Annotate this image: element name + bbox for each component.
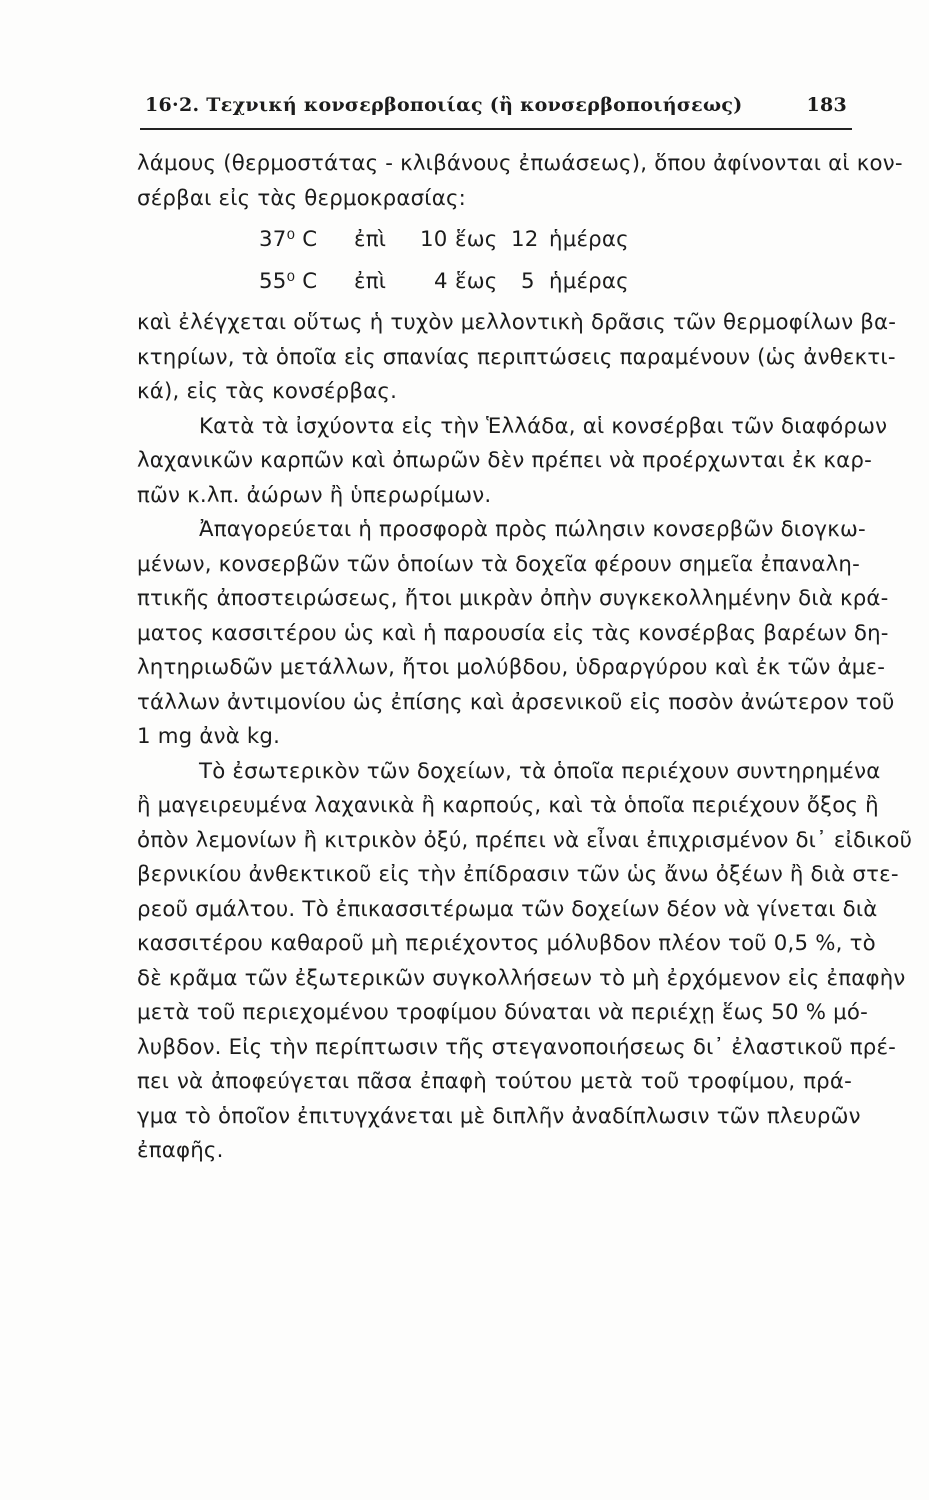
temperature-row bbox=[137, 220, 852, 260]
body-text bbox=[137, 147, 913, 1169]
header-rule bbox=[140, 128, 852, 130]
text-line: τάλλων ἀντιμονίου ὡς ἐπίσης καὶ ἀρσενικοῦ εἰς ποσὸν ἀνώτερον τοῦ bbox=[137, 689, 895, 715]
text-line: κά), εἰς τὰς κονσέρβας. bbox=[137, 379, 398, 404]
text-line: πτικῆς ἀποστειρώσεως, ἤτοι μικρὰν ὀπὴν συγκεκολλημένην διὰ κρά- bbox=[137, 586, 889, 611]
days-until-word: ἕως bbox=[455, 227, 498, 252]
text-line: ρεοῦ σμάλτου. Τὸ ἐπικασσιτέρωμα τῶν δοχείων δέον νὰ γίνεται διὰ bbox=[137, 896, 878, 922]
temperature-value: 37⁰ C bbox=[259, 227, 318, 252]
days-unit: ἡμέρας bbox=[549, 269, 629, 294]
text-line: λυβδον. Εἰς τὴν περίπτωσιν τῆς στεγανοποιήσεως δι᾽ ἐλαστικοῦ πρέ- bbox=[137, 1034, 897, 1060]
text-line: Κατὰ τὰ ἰσχύοντα εἰς τὴν Ἑλλάδα, αἱ κονσέρβαι τῶν διαφόρων bbox=[199, 413, 888, 439]
temperature-value: 55⁰ C bbox=[259, 269, 318, 294]
text-line: λητηριωδῶν μετάλλων, ἤτοι μολύβδου, ὑδραργύρου καὶ ἐκ τῶν ἀμε- bbox=[137, 655, 886, 680]
text-line: Ἀπαγορεύεται ἡ προσφορὰ πρὸς πώλησιν κονσερβῶν διογκω- bbox=[199, 517, 866, 542]
days-from: 10 bbox=[420, 227, 448, 252]
text-line: ἐπαφῆς. bbox=[137, 1138, 224, 1163]
text-line: λάμους (θερμοστάτας - κλιβάνους ἐπωάσεως), ὅπου ἀφίνονται αἱ κον- bbox=[137, 151, 903, 176]
text-line: Τὸ ἐσωτερικὸν τῶν δοχείων, τὰ ὁποῖα περιέχουν συντηρημένα bbox=[199, 758, 881, 784]
text-line: ματος κασσιτέρου ὡς καὶ ἡ παρουσία εἰς τὰς κονσέρβας βαρέων δη- bbox=[137, 620, 889, 646]
days-until-word: ἕως bbox=[455, 269, 498, 294]
temperature-row bbox=[137, 262, 852, 302]
days-unit: ἡμέρας bbox=[549, 227, 629, 252]
days-to: 5 bbox=[521, 269, 535, 294]
text-line: μένων, κονσερβῶν τῶν ὁποίων τὰ δοχεῖα φέρουν σημεῖα ἐπαναλη- bbox=[137, 551, 861, 577]
text-line: πῶν κ.λπ. ἀώρων ἢ ὑπερωρίμων. bbox=[137, 482, 492, 508]
text-line: γμα τὸ ὁποῖον ἐπιτυγχάνεται μὲ διπλῆν ἀναδίπλωσιν τῶν πλευρῶν bbox=[137, 1103, 861, 1129]
text-line: ἢ μαγειρευμένα λαχανικὰ ἢ καρπούς, καὶ τὰ ὁποῖα περιέχουν ὄξος ἢ bbox=[137, 793, 879, 818]
text-line: πει νὰ ἀποφεύγεται πᾶσα ἐπαφὴ τούτου μετὰ τοῦ τροφίμου, πρά- bbox=[137, 1069, 852, 1094]
temperature-prep: ἐπὶ bbox=[354, 227, 387, 252]
text-line: κασσιτέρου καθαροῦ μὴ περιέχοντος μόλυβδον πλέον τοῦ 0,5 %, τὸ bbox=[137, 931, 876, 956]
temperature-prep: ἐπὶ bbox=[354, 269, 387, 294]
days-to: 12 bbox=[511, 227, 539, 252]
text-line: μετὰ τοῦ περιεχομένου τροφίμου δύναται νὰ περιέχῃ ἕως 50 % μό- bbox=[137, 1000, 869, 1025]
text-line: σέρβαι εἰς τὰς θερμοκρασίας: bbox=[137, 185, 467, 211]
text-line: δὲ κρᾶμα τῶν ἐξωτερικῶν συγκολλήσεων τὸ μὴ ἐρχόμενον εἰς ἐπαφὴν bbox=[137, 965, 906, 991]
text-line: καὶ ἐλέγχεται οὕτως ἡ τυχὸν μελλοντικὴ δρᾶσις τῶν θερμοφίλων βα- bbox=[137, 310, 897, 335]
temperature-list bbox=[137, 216, 852, 306]
text-line: κτηρίων, τὰ ὁποῖα εἰς σπανίας περιπτώσεις παραμένουν (ὡς ἀνθεκτι- bbox=[137, 344, 896, 370]
page-number: 183 bbox=[806, 94, 847, 116]
section-title: 16·2. Τεχνική κονσερβοποιίας (ἢ κονσερβοποιήσεως) bbox=[145, 94, 743, 116]
text-line: βερνικίου ἀνθεκτικοῦ εἰς τὴν ἐπίδρασιν τῶν ὡς ἄνω ὀξέων ἢ διὰ στε- bbox=[137, 862, 899, 887]
text-line: ὀπὸν λεμονίων ἢ κιτρικὸν ὀξύ, πρέπει νὰ εἶναι ἐπιχρισμένον δι᾽ εἰδικοῦ bbox=[137, 827, 913, 853]
text-line: 1 mg ἀνὰ kg. bbox=[137, 724, 281, 749]
text-line: λαχανικῶν καρπῶν καὶ ὀπωρῶν δὲν πρέπει νὰ προέρχωνται ἐκ καρ- bbox=[137, 448, 873, 473]
days-from: 4 bbox=[434, 269, 448, 294]
